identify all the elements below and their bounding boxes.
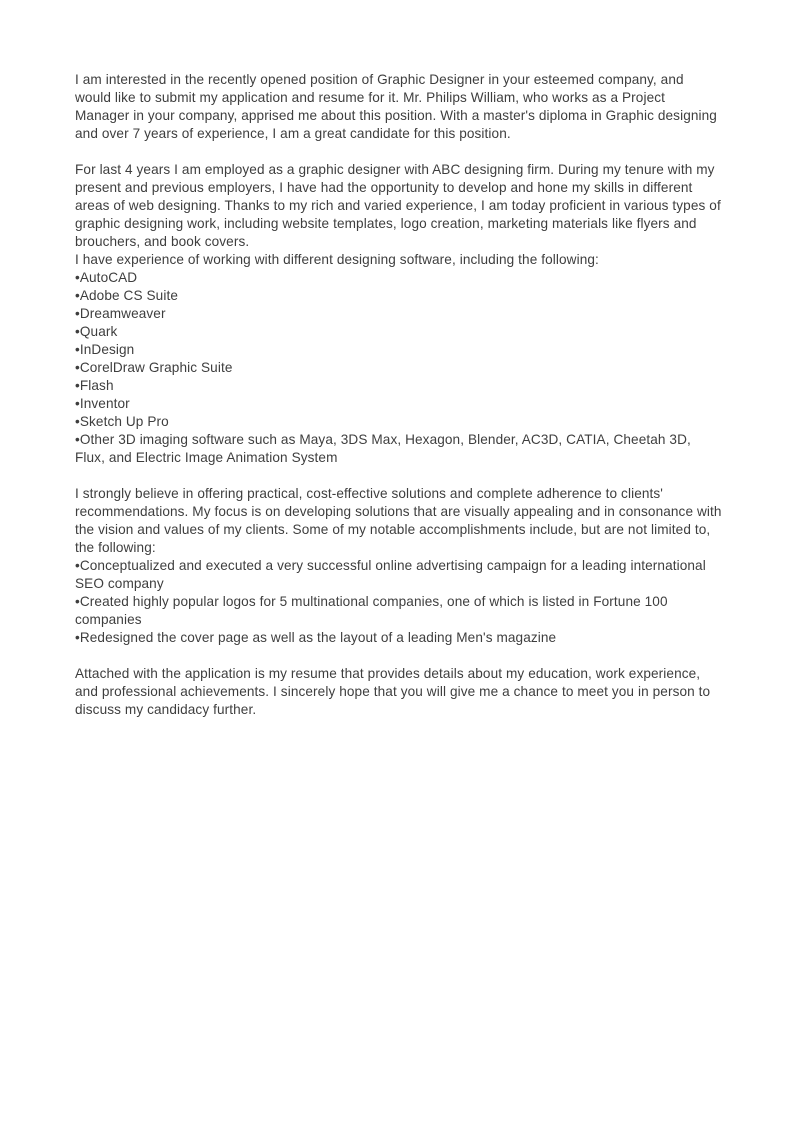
software-item-label: Dreamweaver [79, 306, 166, 321]
accomplishments-list [75, 557, 723, 647]
bullet-marker: • [75, 306, 80, 321]
bullet-marker: • [75, 342, 80, 357]
bullet-marker: • [75, 378, 80, 393]
experience-paragraph: For last 4 years I am employed as a graphic designer with ABC designing firm. During my tenure with my present and previous employers, I have had the opportunity to develop and hone my skills in different areas of web designing. Thanks to my rich and varied experience, I am today proficient in various types of graphic designing work, including website templates, logo creation, marketing materials like flyers and brouchers, and book covers. [75, 162, 721, 249]
accomplishment-item-label: Conceptualized and executed a very successful online advertising campaign for a leading international SEO company [75, 558, 706, 591]
list-item [75, 629, 723, 647]
closing-paragraph: Attached with the application is my resume that provides details about my education, work experience, and professional achievements. I sincerely hope that you will give me a chance to meet you in person to discuss my candidacy further. [75, 666, 711, 717]
software-item-label: AutoCAD [79, 270, 138, 285]
cover-letter-body [75, 71, 723, 719]
intro-paragraph: I am interested in the recently opened position of Graphic Designer in your esteemed company, and would like to submit my application and resume for it. Mr. Philips William, who works as a Project Manager in your company, apprised me about this position. With a master's diploma in Graphic designing and over 7 years of experience, I am a great candidate for this position. [75, 72, 717, 141]
philosophy-paragraph: I strongly believe in offering practical, cost-effective solutions and complete adherence to clients' recommendations. My focus is on developing solutions that are visually appealing and in consonance with the vision and values of my clients. Some of my notable accomplishments include, but are not limited to, the following: [75, 486, 722, 555]
list-item [75, 431, 723, 467]
list-item [75, 395, 723, 413]
list-item [75, 359, 723, 377]
accomplishment-item-label: Redesigned the cover page as well as the layout of a leading Men's magazine [79, 630, 557, 645]
bullet-marker: • [75, 630, 80, 645]
list-item [75, 305, 723, 323]
list-item [75, 287, 723, 305]
bullet-marker: • [75, 594, 80, 609]
accomplishment-item-label: Created highly popular logos for 5 multinational companies, one of which is listed in Fortune 100 companies [75, 594, 668, 627]
list-item [75, 413, 723, 431]
list-item [75, 557, 723, 593]
software-item-label: Inventor [79, 396, 130, 411]
bullet-marker: • [75, 288, 80, 303]
list-item [75, 341, 723, 359]
software-item-label: CorelDraw Graphic Suite [79, 360, 233, 375]
bullet-marker: • [75, 432, 80, 447]
bullet-marker: • [75, 558, 80, 573]
bullet-marker: • [75, 324, 80, 339]
software-item-label: Sketch Up Pro [79, 414, 169, 429]
software-item-label: Quark [79, 324, 118, 339]
list-item [75, 323, 723, 341]
list-item [75, 269, 723, 287]
software-item-label: Adobe CS Suite [79, 288, 178, 303]
bullet-marker: • [75, 360, 80, 375]
bullet-marker: • [75, 414, 80, 429]
list-item [75, 377, 723, 395]
bullet-marker: • [75, 270, 80, 285]
bullet-marker: • [75, 396, 80, 411]
software-intro-line: I have experience of working with different designing software, including the following: [75, 252, 599, 267]
list-item [75, 593, 723, 629]
software-item-label: Other 3D imaging software such as Maya, 3DS Max, Hexagon, Blender, AC3D, CATIA, Cheetah 3D, Flux, and Electric Image Animation System [75, 432, 691, 465]
software-list [75, 269, 723, 467]
software-item-label: Flash [79, 378, 114, 393]
software-item-label: InDesign [79, 342, 135, 357]
